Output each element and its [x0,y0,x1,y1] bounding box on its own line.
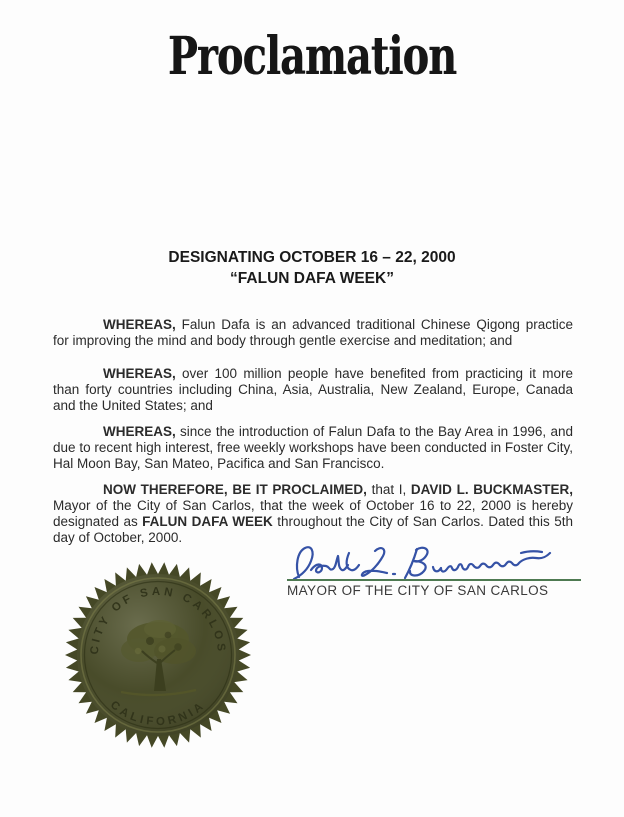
paragraph-text: since the introduction of Falun Dafa to the Bay Area in 1996, and due to recent high interest, free weekly workshops have been conducted in Foster City, Hal Moon Bay, San Mateo, Pacifica and San Francisco. [53,424,573,471]
signature-ink-strokes [294,547,550,579]
paragraph-text: Falun Dafa is an advanced traditional Chinese Qigong practice for improving the mind and body through gentle exercise and meditation; and [53,317,573,348]
week-name: FALUN DAFA WEEK [142,514,273,529]
document-title: Proclamation [167,26,457,87]
paragraph-text: over 100 million people have benefited from practicing it more than forty countries including China, Asia, Australia, New Zealand, Europe, Canada and the United States; and [53,366,573,413]
heading-line-1: DESIGNATING OCTOBER 16 – 22, 2000 [168,249,456,266]
paragraph-text: Mayor of the City of San Carlos, that the week of October 16 to 22, 2000 is hereby designated as [53,498,573,529]
mayor-name: DAVID L. BUCKMASTER, [410,482,573,497]
paragraph-whereas-2 [53,366,573,414]
whereas-lead: WHEREAS, [103,366,176,381]
paragraph-proclamation [53,482,573,546]
whereas-lead: WHEREAS, [103,424,176,439]
city-seal [48,545,268,765]
paragraph-whereas-1 [53,317,573,349]
designation-heading [0,247,624,289]
signature-line [287,579,581,581]
paragraph-whereas-3 [53,424,573,472]
seal-top-text: CITY OF SAN CARLOS [88,585,228,656]
mayor-signature [283,541,583,583]
seal-bottom-text: CALIFORNIA [107,698,209,729]
whereas-lead: WHEREAS, [103,317,176,332]
paragraph-text: that I, [366,482,411,497]
paragraph-text: throughout the City of San Carlos. Dated this 5th day of October, 2000. [53,514,573,545]
signature-title-line: MAYOR OF THE CITY OF SAN CARLOS [287,583,549,598]
proclaimed-lead: NOW THEREFORE, BE IT PROCLAIMED, [103,482,367,497]
heading-line-2: “FALUN DAFA WEEK” [230,270,394,287]
